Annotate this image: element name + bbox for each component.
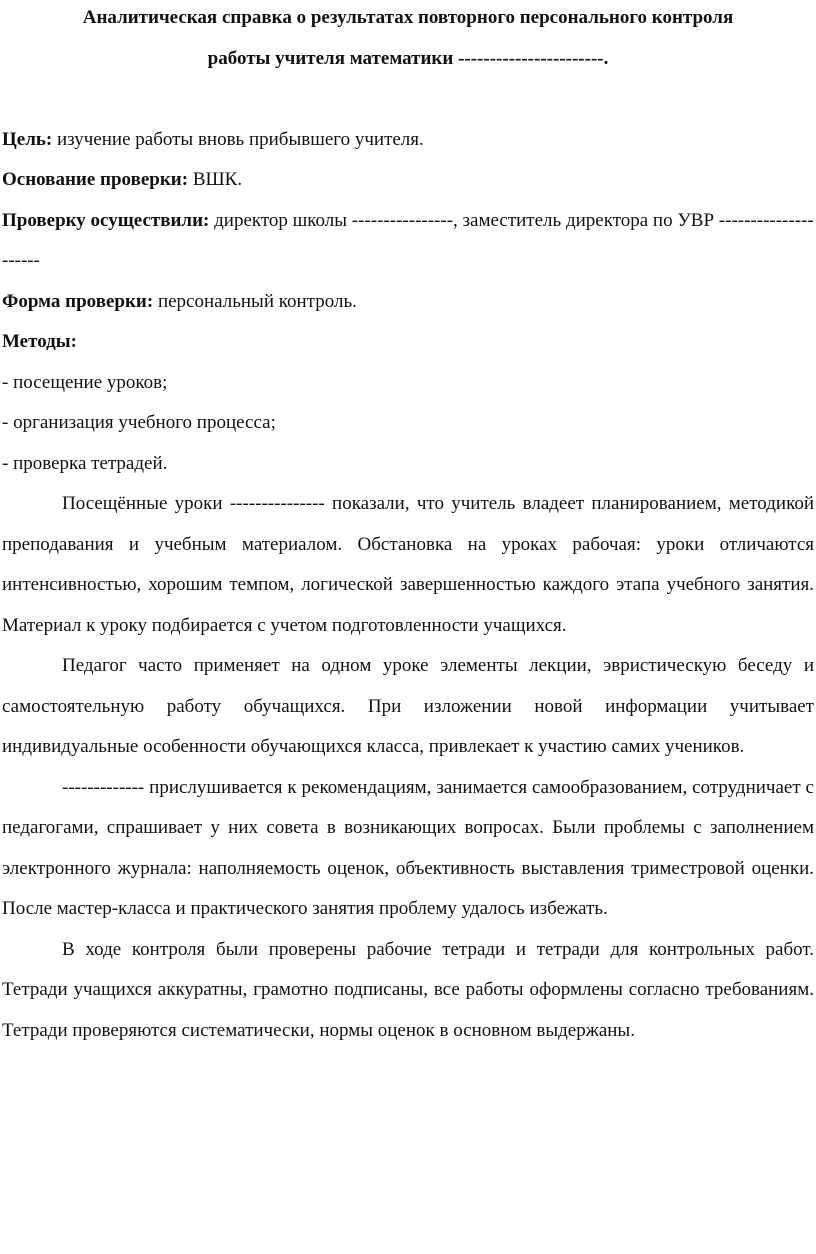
field-inspectors [2,201,814,282]
method-item: - проверка тетрадей. [2,452,168,474]
field-goal [2,120,814,161]
field-goal-label: Цель: [2,128,53,150]
field-form [2,282,814,323]
body-paragraph-cooperation: ------------- прислушивается к рекомендациям, занимается самообразованием, сотрудничает с педагогами, спрашивает у них совета в возникающих вопросах. Были проблемы с заполнением электронного журнала: наполняемость оценок, объективность выставления триместровой оценки. После мастер-класса и практического занятия проблему удалось избежать. [2,776,814,919]
body-paragraph-lessons: Посещённые уроки --------------- показали, что учитель владеет планированием, методикой преподавания и учебным материалом. Обстановка на уроках рабочая: уроки отличаются интенсивностью, хорошим темпом, логической завершенностью каждого этапа учебного занятия. Материал к уроку подбирается с учетом подготовленности учащихся. [2,493,814,636]
field-goal-value: изучение работы вновь прибывшего учителя. [52,128,424,150]
field-basis-value: ВШК. [188,169,243,190]
field-form-label: Форма проверки: [2,290,154,312]
document-title-line-1: Аналитическая справка о результатах повторного персонального контроля [82,7,734,28]
field-methods [2,322,814,363]
field-basis-label: Основание проверки: [2,169,189,190]
body-paragraph-notebooks: В ходе контроля были проверены рабочие тетради и тетради для контрольных работ. Тетради учащихся аккуратны, грамотно подписаны, все работы оформлены согласно требованиям. Тетради проверяются систематически, нормы оценок в основном выдержаны. [2,938,814,1041]
method-item: - посещение уроков; [2,371,168,393]
body-paragraph-methods: Педагог часто применяет на одном уроке элементы лекции, эвристическую беседу и самостоятельную работу обучащихся. При изложении новой информации учитывает индивидуальные особенности обучающихся класса, привлекает к участию самих учеников. [2,655,814,757]
document-page [2,0,814,1051]
field-inspectors-label: Проверку осуществили: [2,209,210,231]
title-spacer [2,79,814,120]
field-inspectors-value: директор школы ----------------, заместитель директора по УВР --------------------- [2,209,814,271]
field-basis [2,160,814,201]
method-item: - организация учебного процесса; [2,412,276,433]
field-form-value: персональный контроль. [153,290,357,312]
field-methods-label: Методы: [2,331,77,352]
document-title-line-2: работы учителя математики -----------------------. [207,47,609,69]
